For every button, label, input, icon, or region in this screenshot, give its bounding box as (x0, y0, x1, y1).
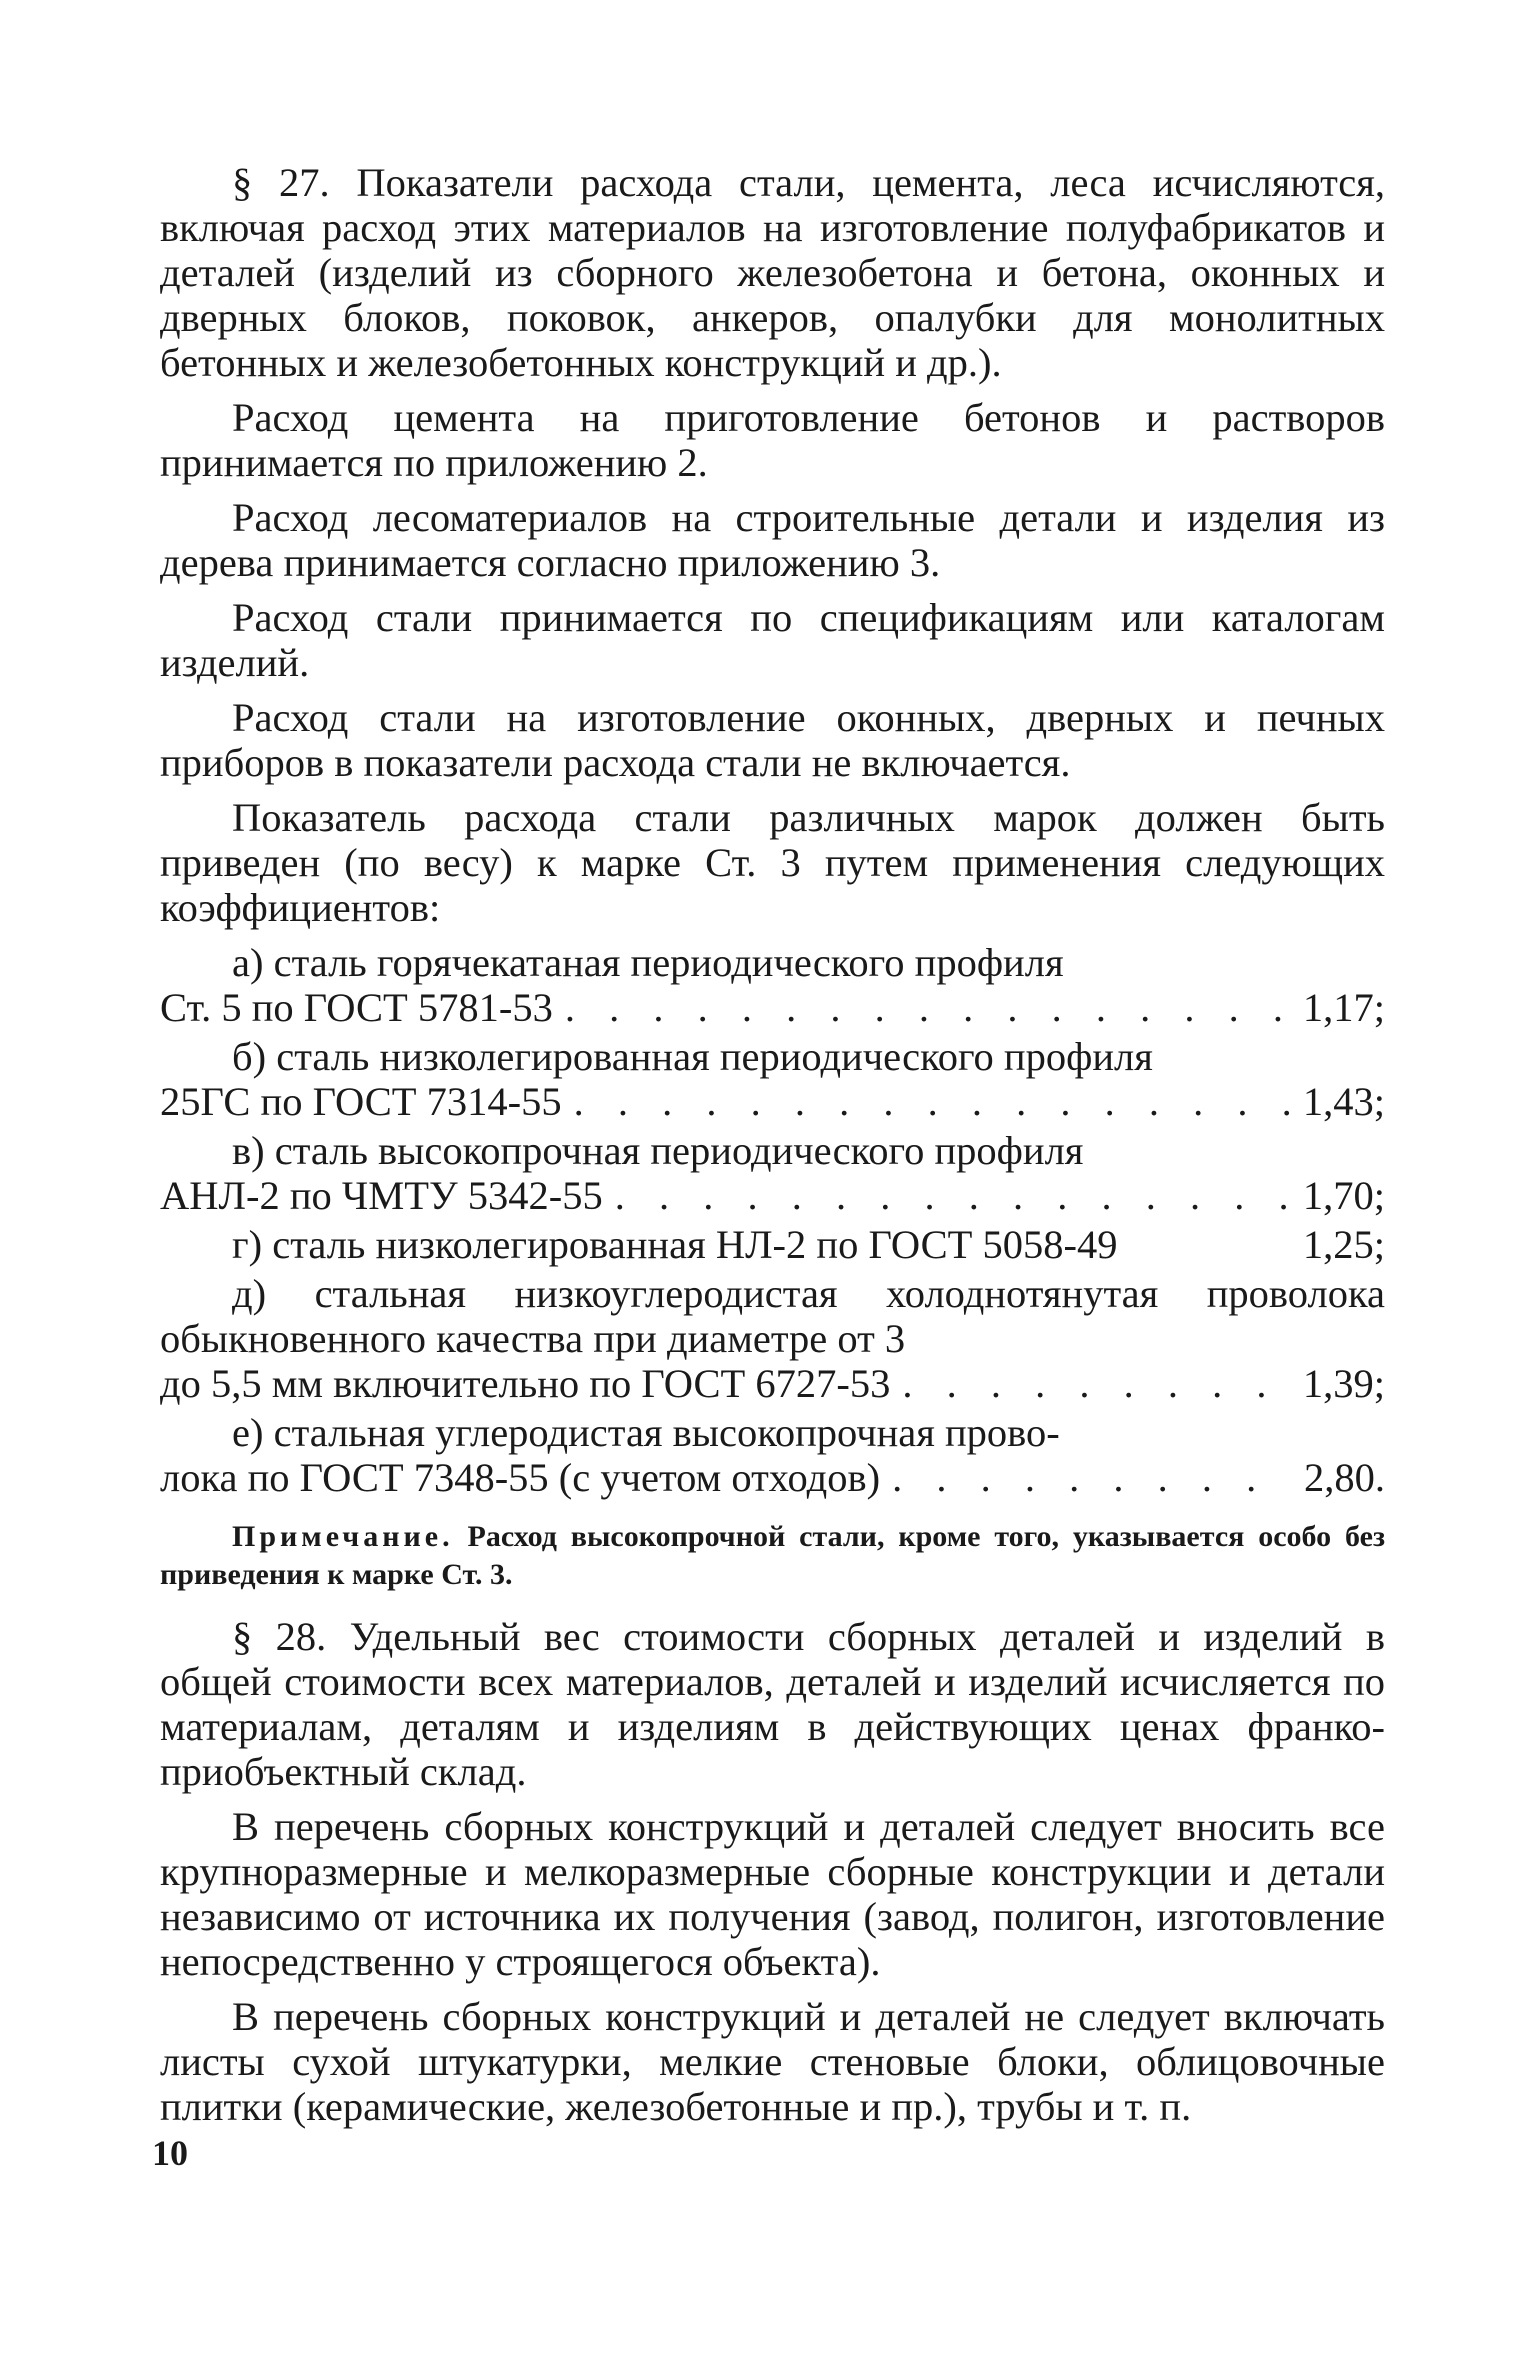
item-g-first: г) сталь низколегированная НЛ-2 по ГОСТ 5058-49 (232, 1222, 1118, 1267)
item-v-first: в) сталь высокопрочная периодического профиля (232, 1128, 1084, 1173)
s27-timber: Расход лесоматериалов на строительные детали и изделия из дерева принимается согласно приложению 3. (160, 495, 1385, 585)
s27-coefficients: Показатель расхода стали различных марок должен быть приведен (по весу) к марке Ст. 3 путем применения следующих коэффициентов: (160, 795, 1385, 930)
s28-intro: § 28. Удельный вес стоимости сборных деталей и изделий в общей стоимости всех материалов, деталей и изделий исчисляется по материалам, деталям и изделиям в действующих ценах франко-приобъектный склад. (160, 1614, 1385, 1794)
item-d-last: до 5,5 мм включительно по ГОСТ 6727-53 (160, 1361, 891, 1406)
item-v-value: 1,70; (1302, 1173, 1385, 1218)
coefficient-item-d (160, 1271, 1385, 1406)
coefficient-item-a (160, 940, 1385, 1030)
leader-dots (615, 1173, 1291, 1218)
item-b-value: 1,43; (1302, 1079, 1385, 1124)
s27-intro: § 27. Показатели расхода стали, цемента, леса исчисляются, включая расход этих материалов на изготовление полуфабрикатов и деталей (изделий из сборного железобетона и бетона, оконных и дверных блоков, поковок, анкеров, опалубки для монолитных бетонных и железобетонных конструкций и др.). (160, 160, 1385, 385)
note-text: Расход высокопрочной стали, кроме того, указывается особо без приведения к марке Ст. 3. (160, 1520, 1386, 1591)
item-a-first: а) сталь горячекатаная периодического профиля (232, 940, 1064, 985)
item-a-last: Ст. 5 по ГОСТ 5781-53 (160, 985, 553, 1030)
item-d-first: д) стальная низкоуглеродистая холоднотянутая проволока обыкновенного качества при диаметре от 3 (160, 1271, 1385, 1361)
coefficient-item-e (160, 1410, 1385, 1500)
coefficient-item-b (160, 1034, 1385, 1124)
leader-dots (892, 1455, 1292, 1500)
item-e-last: лока по ГОСТ 7348-55 (с учетом отходов) (160, 1455, 881, 1500)
item-e-first: е) стальная углеродистая высокопрочная прово- (232, 1410, 1060, 1455)
s27-cement: Расход цемента на приготовление бетонов и растворов принимается по приложению 2. (160, 395, 1385, 485)
body-text (160, 160, 1385, 2139)
leader-dots (574, 1079, 1291, 1124)
item-d-value: 1,39; (1302, 1361, 1385, 1406)
item-g-value: 1,25; (1302, 1222, 1385, 1267)
leader-dots (902, 1361, 1291, 1406)
item-b-first: б) сталь низколегированная периодического профиля (232, 1034, 1153, 1079)
item-a-value: 1,17; (1302, 985, 1385, 1030)
note (160, 1518, 1385, 1594)
note-label: Примечание. (232, 1520, 454, 1553)
s28-include: В перечень сборных конструкций и деталей следует вносить все крупноразмерные и мелкоразмерные сборные конструкции и детали независимо от источника их получения (завод, полигон, изготовление непосредственно у строящегося объекта). (160, 1804, 1385, 1984)
item-v-last: АНЛ-2 по ЧМТУ 5342-55 (160, 1173, 603, 1218)
s27-steel-spec: Расход стали принимается по спецификациям или каталогам изделий. (160, 595, 1385, 685)
s27-steel-excl: Расход стали на изготовление оконных, дверных и печных приборов в показатели расхода стали не включается. (160, 695, 1385, 785)
page-number: 10 (152, 2133, 188, 2173)
coefficient-item-g (160, 1222, 1385, 1267)
s28-exclude: В перечень сборных конструкций и деталей не следует включать листы сухой штукатурки, мелкие стеновые блоки, облицовочные плитки (керамические, железобетонные и пр.), трубы и т. п. (160, 1994, 1385, 2129)
item-b-last: 25ГС по ГОСТ 7314-55 (160, 1079, 562, 1124)
leader-dots (565, 985, 1291, 1030)
coefficient-list (160, 940, 1385, 1500)
item-e-value: 2,80. (1304, 1455, 1385, 1500)
coefficient-item-v (160, 1128, 1385, 1218)
